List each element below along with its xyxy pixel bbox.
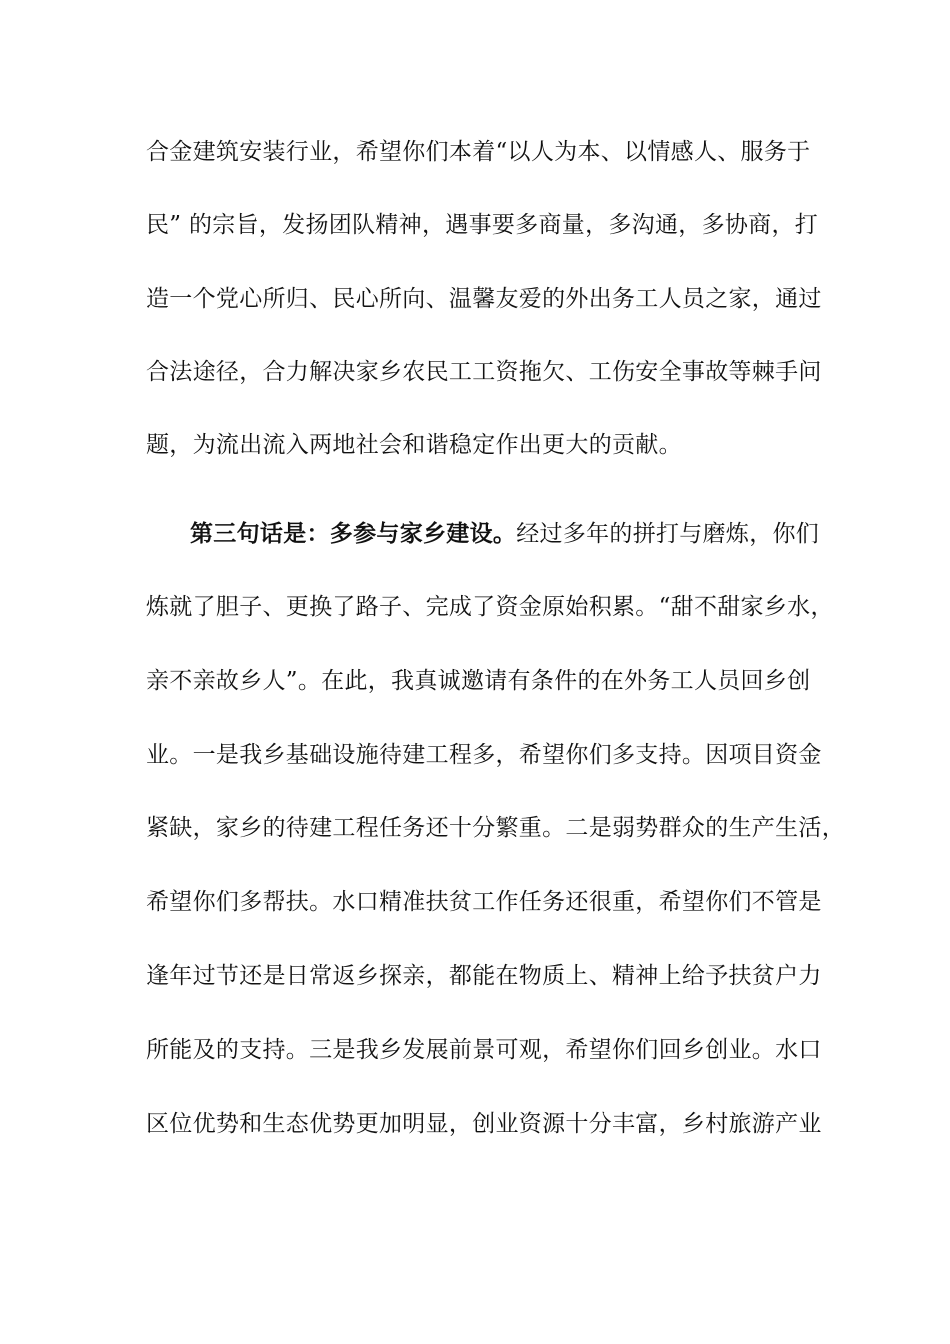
paragraph-1-line-4: 合法途径，合力解决家乡农民工工资拖欠、工伤安全事故等棘手问 [146,359,822,385]
paragraph-2-line-1 [190,514,820,554]
paragraph-2-line-3: 亲不亲故乡人”。在此，我真诚邀请有条件的在外务工人员回乡创 [146,668,811,694]
paragraph-2-line-6: 希望你们多帮扶。水口精准扶贫工作任务还很重，希望你们不管是 [146,889,822,915]
paragraph-2-line-7: 逢年过节还是日常返乡探亲，都能在物质上、精神上给予扶贫户力 [146,963,822,989]
paragraph-2-first-line-text: 经过多年的拼打与磨炼，你们 [516,521,820,547]
paragraph-2-line-2: 炼就了胆子、更换了路子、完成了资金原始积累。“甜不甜家乡水， [146,594,834,620]
paragraph-1-line-5: 题，为流出流入两地社会和谐稳定作出更大的贡献。 [146,432,682,458]
paragraph-2-line-5: 紧缺，家乡的待建工程任务还十分繁重。二是弱势群众的生产生活， [146,815,845,841]
section-heading: 第三句话是：多参与家乡建设。 [190,520,517,547]
paragraph-2-line-9: 区位优势和生态优势更加明显，创业资源十分丰富，乡村旅游产业 [146,1111,822,1137]
paragraph-1-line-2: 民” 的宗旨，发扬团队精神，遇事要多商量，多沟通，多协商，打 [146,212,819,238]
paragraph-2-line-4: 业。一是我乡基础设施待建工程多，希望你们多支持。因项目资金 [146,742,822,768]
paragraph-2-line-8: 所能及的支持。三是我乡发展前景可观，希望你们回乡创业。水口 [146,1037,822,1063]
paragraph-1-line-1: 合金建筑安装行业，希望你们本着“以人为本、以情感人、服务于 [146,139,811,165]
paragraph-1-line-3: 造一个党心所归、民心所向、温馨友爱的外出务工人员之家，通过 [146,286,822,312]
